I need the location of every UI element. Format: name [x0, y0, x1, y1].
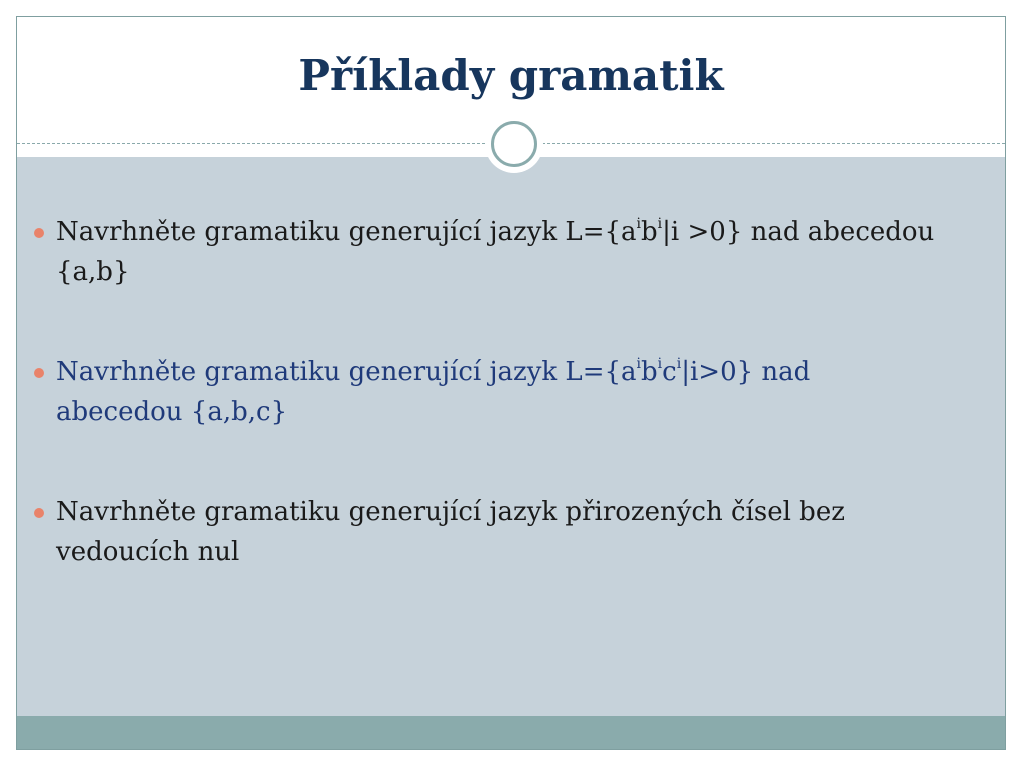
bullet-1-text-after: |i >0} nad abecedou {a,b} [56, 217, 935, 287]
bullet-item-2 [30, 352, 940, 432]
bullet-2-text-after: |i>0} nad abecedou {a,b,c} [56, 357, 811, 427]
bullet-list [30, 212, 940, 632]
bullet-2-sup-3: i [676, 356, 682, 373]
bullet-2-sup-2: i [657, 356, 663, 373]
bullet-2-sup-1: i [636, 356, 642, 373]
bullet-2-text-mid-2: c [662, 357, 677, 387]
footer-band [17, 716, 1005, 750]
circle-ornament-icon [485, 115, 543, 173]
bullet-2-text-mid-1: b [641, 357, 658, 387]
bullet-1-sup-2: i [657, 216, 663, 233]
circle-ornament-ring [491, 121, 537, 167]
bullet-1-sup-1: i [636, 216, 642, 233]
bullet-item-3 [30, 492, 940, 572]
bullet-1-text-mid: b [641, 217, 658, 247]
bullet-dot-icon [34, 508, 44, 518]
bullet-3-text: Navrhněte gramatiku generující jazyk přirozených čísel bez vedoucích nul [56, 497, 845, 567]
bullet-item-1 [30, 212, 940, 292]
bullet-dot-icon [34, 368, 44, 378]
slide-title: Příklady gramatik [298, 51, 724, 100]
bullet-dot-icon [34, 228, 44, 238]
bullet-2-text-before: Navrhněte gramatiku generující jazyk L={a [56, 357, 637, 387]
bullet-1-text-before: Navrhněte gramatiku generující jazyk L={a [56, 217, 637, 247]
